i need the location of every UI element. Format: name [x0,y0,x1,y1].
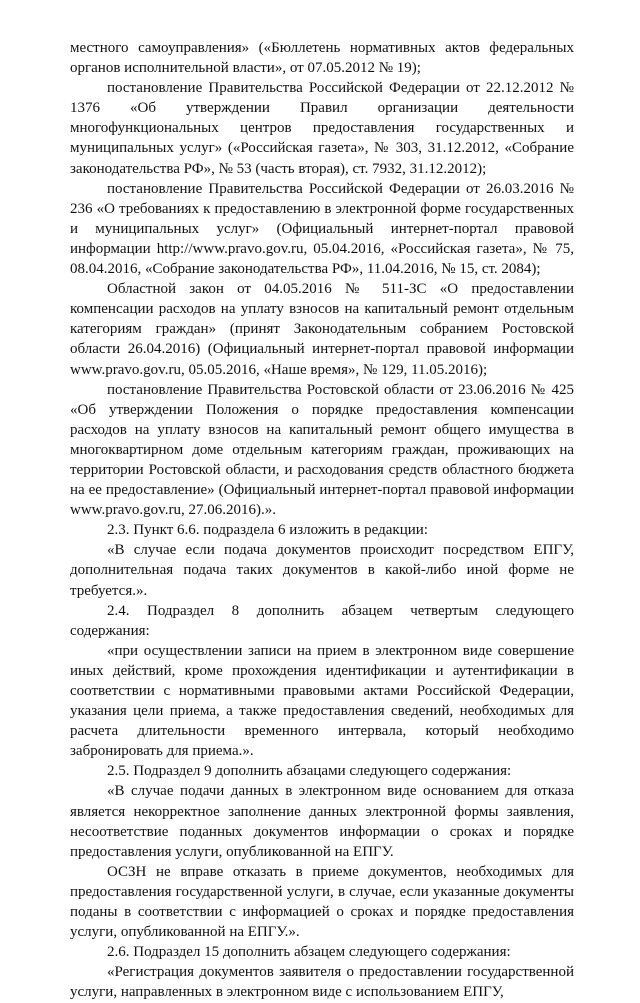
document-body [70,38,574,1003]
paragraph-11: «В случае подачи данных в электронном виде основанием для отказа является некорректное заполнение данных электронной формы заявления, несоответствие поданных документов информации о сроках и порядке предоставления услуги, опубликованной на ЕПГУ. [70,783,574,860]
paragraph-7: «В случае если подача документов происходит посредством ЕПГУ, дополнительная подача таких документов в какой-либо иной форме не требуется.». [70,542,574,599]
paragraph-4: Областной закон от 04.05.2016 № 511-ЗС «О предоставлении компенсации расходов на уплату взносов на капитальный ремонт отдельным категориям граждан» (принят Законодательным собранием Ростовской области 26.04.2016) (Официальный интернет-портал правовой информации www.pravo.gov.ru, 05.05.2016, «Наше время», № 129, 11.05.2016); [70,281,574,378]
paragraph-13: 2.6. Подраздел 15 дополнить абзацем следующего содержания: [107,944,511,961]
paragraph-14: «Регистрация документов заявителя о предоставлении государственной услуги, направленных в электронном виде с использованием ЕПГУ, [70,964,574,1001]
paragraph-2: постановление Правительства Российской Федерации от 22.12.2012 № 1376 «Об утверждении Правил организации деятельности многофункциональных центров предоставления государственных и муниципальных услуг» («Российская газета», № 303, 31.12.2012, «Собрание законодательства РФ», № 53 (часть вторая), ст. 7932, 31.12.2012); [70,80,574,177]
paragraph-5: постановление Правительства Ростовской области от 23.06.2016 № 425 «Об утверждении Положения о порядке предоставления компенсации расходов на уплату взносов на капитальный ремонт общего имущества в многоквартирном доме отдельным категориям граждан, проживающих на территории Ростовской области, и расходования средств областного бюджета на ее предоставление» (Официальный интернет-портал правовой информации www.pravo.gov.ru, 27.06.2016).». [70,381,574,519]
paragraph-12: ОСЗН не вправе отказать в приеме документов, необходимых для предоставления государственной услуги, в случае, если указанные документы поданы в соответствии с информацией о сроках и порядке предоставления услуги, опубликованной на ЕПГУ.». [70,863,574,941]
paragraph-1: местного самоуправления» («Бюллетень нормативных актов федеральных органов исполнительной власти», от 07.05.2012 № 19); [70,40,574,77]
paragraph-6: 2.3. Пункт 6.6. подраздела 6 изложить в редакции: [107,522,428,539]
paragraph-3: постановление Правительства Российской Федерации от 26.03.2016 № 236 «О требованиях к предоставлению в электронной форме государственных и муниципальных услуг» (Официальный интернет-портал правовой информации http://www.pravo.gov.ru, 05.04.2016, «Российская газета», № 75, 08.04.2016, «Собрание законодательства РФ», 11.04.2016, № 15, ст. 2084); [70,180,574,278]
paragraph-10: 2.5. Подраздел 9 дополнить абзацами следующего содержания: [107,763,512,780]
paragraph-8: 2.4. Подраздел 8 дополнить абзацем четвертым следующего содержания: [70,602,574,639]
paragraph-9: «при осуществлении записи на прием в электронном виде совершение иных действий, кроме прохождения идентификации и аутентификации в соответствии с нормативными правовыми актами Российской Федерации, указания цели приема, а также предоставления сведений, необходимых для расчета длительности временного интервала, который необходимо забронировать для приема.». [70,642,574,760]
